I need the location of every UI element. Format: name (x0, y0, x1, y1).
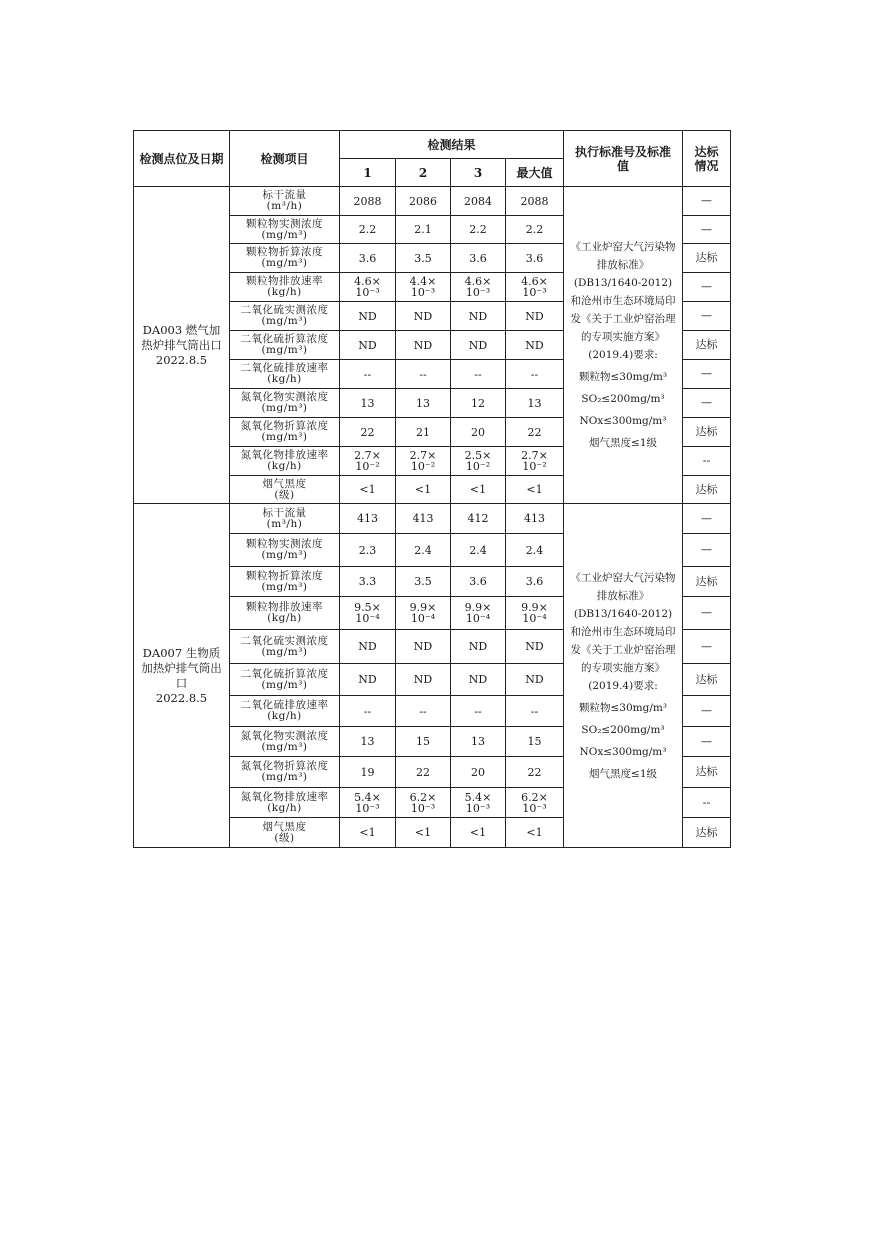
result-value-text: ND (468, 338, 488, 352)
test-item-unit: (kg/h) (267, 286, 302, 298)
result-value (451, 597, 506, 630)
result-value (451, 273, 506, 302)
test-item-name: 二氧化硫实测浓度 (240, 304, 329, 316)
result-value-text: 2.7× 10⁻² (354, 449, 381, 473)
result-value (396, 302, 451, 331)
result-value-text: 3.6 (469, 251, 487, 265)
compliance-status: — (683, 360, 731, 389)
result-value-text: 6.2× 10⁻³ (521, 790, 548, 815)
result-value-text: 2.2 (358, 223, 377, 236)
result-value-text: -- (530, 704, 539, 718)
result-value-text: 22 (527, 765, 542, 779)
compliance-status: 达标 (683, 818, 731, 848)
test-item-name: 二氧化硫排放速率 (240, 362, 329, 374)
result-value (396, 447, 451, 476)
result-value-text: 13 (360, 735, 375, 748)
result-max-value (506, 476, 564, 504)
result-value-text: 2.2 (469, 223, 487, 236)
result-value-text: 2.1 (414, 223, 432, 236)
result-value-text: 13 (360, 396, 375, 410)
result-max-value (506, 504, 564, 534)
test-item-unit: (m³/h) (266, 517, 303, 530)
result-value (396, 727, 451, 757)
result-value (340, 788, 396, 818)
compliance-status: — (683, 504, 731, 534)
result-value (396, 567, 451, 597)
result-value-text: ND (358, 673, 377, 686)
test-item-unit: (mg/m³) (261, 678, 308, 691)
result-value-text: -- (474, 704, 482, 718)
result-value-text: 2.5× 10⁻² (464, 449, 492, 473)
result-value (396, 534, 451, 567)
result-value-text: 2088 (520, 194, 549, 208)
test-item (230, 818, 340, 848)
test-item (230, 597, 340, 630)
result-value (396, 788, 451, 818)
result-max-value (506, 664, 564, 696)
result-value (340, 476, 396, 504)
result-value (396, 273, 451, 302)
test-item-unit: (kg/h) (267, 460, 302, 472)
test-item-unit: (mg/m³) (261, 740, 308, 753)
result-value-text: 2.4 (469, 543, 487, 557)
header-item: 检测项目 (230, 131, 340, 187)
result-max-value (506, 418, 564, 447)
result-value-text: ND (468, 640, 488, 653)
result-value-text: 13 (471, 735, 485, 748)
test-item (230, 696, 340, 727)
result-value-text: ND (525, 309, 544, 323)
result-value (451, 302, 506, 331)
standard-requirement (564, 187, 683, 504)
result-value (340, 302, 396, 331)
test-item-unit: (kg/h) (267, 801, 302, 814)
monitoring-location: DA003 燃气加热炉排气筒出口 2022.8.5 (134, 187, 230, 504)
result-value (451, 727, 506, 757)
result-value (396, 630, 451, 664)
result-value (451, 567, 506, 597)
result-value-text: ND (525, 640, 544, 653)
result-value-text: 3.6 (525, 251, 544, 265)
result-max-value (506, 389, 564, 418)
test-item-unit: (级) (274, 831, 295, 844)
compliance-status: — (683, 302, 731, 331)
test-item (230, 534, 340, 567)
result-value (396, 216, 451, 244)
result-value-text: 13 (416, 396, 430, 410)
result-max-value (506, 273, 564, 302)
result-value (340, 331, 396, 360)
result-value-text: <1 (469, 826, 487, 839)
test-item-name: 氮氧化物实测浓度 (240, 729, 329, 742)
result-value-text: 19 (360, 765, 375, 779)
result-max-value (506, 216, 564, 244)
result-max-value (506, 331, 564, 360)
standard-line: 颗粒物≤30mg/m³ (578, 701, 668, 714)
test-item-unit: (mg/m³) (261, 228, 308, 241)
result-value-text: 20 (471, 425, 485, 439)
result-value (396, 360, 451, 389)
result-value-text: ND (413, 673, 433, 686)
header-col-max: 最大值 (506, 159, 564, 187)
result-value-text: 3.6 (525, 575, 544, 588)
result-value-text: 4.6× 10⁻³ (354, 275, 381, 299)
header-col-1: 1 (340, 159, 396, 187)
result-value-text: -- (419, 367, 427, 381)
result-value-text: 3.5 (414, 575, 432, 588)
result-value-text: 12 (471, 396, 485, 410)
test-item-name: 颗粒物排放速率 (246, 601, 323, 613)
table-row (134, 187, 731, 216)
header-location: 检测点位及日期 (134, 131, 230, 187)
result-value (451, 244, 506, 273)
test-item-name: 颗粒物实测浓度 (246, 217, 323, 230)
compliance-status: — (683, 389, 731, 418)
result-value (451, 504, 506, 534)
result-value-text: 20 (471, 765, 485, 779)
emission-results-table (133, 130, 731, 848)
test-item (230, 727, 340, 757)
test-item (230, 389, 340, 418)
result-value (396, 757, 451, 788)
result-value (451, 664, 506, 696)
test-item-name: 颗粒物实测浓度 (246, 538, 323, 550)
result-value-text: <1 (359, 826, 376, 839)
result-max-value (506, 360, 564, 389)
result-value (451, 187, 506, 216)
result-value (340, 567, 396, 597)
test-item-name: 氮氧化物折算浓度 (240, 420, 329, 432)
compliance-status: — (683, 597, 731, 630)
result-value-text: 412 (467, 512, 489, 525)
result-value-text: 5.4× 10⁻³ (354, 790, 381, 815)
result-value-text: 2084 (464, 194, 492, 208)
test-item (230, 788, 340, 818)
compliance-status: — (683, 630, 731, 664)
result-value-text: 3.3 (358, 575, 377, 588)
result-value-text: ND (525, 338, 544, 352)
result-max-value (506, 447, 564, 476)
test-item (230, 273, 340, 302)
result-value (340, 273, 396, 302)
result-value (451, 447, 506, 476)
result-value-text: 15 (527, 735, 542, 748)
result-value (396, 664, 451, 696)
header-col-2: 2 (396, 159, 451, 187)
result-value (451, 788, 506, 818)
result-value (451, 534, 506, 567)
test-item-unit: (mg/m³) (261, 315, 308, 327)
result-value (451, 216, 506, 244)
result-value (451, 418, 506, 447)
result-value-text: 9.9× 10⁻⁴ (409, 601, 437, 625)
result-max-value (506, 567, 564, 597)
compliance-status: -- (683, 447, 731, 476)
test-item-unit: (kg/h) (267, 710, 302, 722)
header-results: 检测结果 (340, 131, 564, 159)
result-value-text: 2086 (409, 194, 437, 208)
test-item-unit: (kg/h) (267, 612, 302, 624)
test-item (230, 187, 340, 216)
result-value (340, 244, 396, 273)
result-value-text: 22 (416, 765, 430, 779)
test-item (230, 630, 340, 664)
compliance-status: 达标 (683, 244, 731, 273)
result-value-text: <1 (526, 826, 543, 839)
test-item (230, 418, 340, 447)
result-value-text: 21 (416, 425, 430, 439)
result-value-text: 2088 (353, 194, 382, 208)
result-value (451, 696, 506, 727)
test-item (230, 244, 340, 273)
monitoring-location: DA007 生物质加热炉排气筒出口 2022.8.5 (134, 504, 230, 848)
result-value (340, 504, 396, 534)
result-value-text: ND (358, 640, 377, 653)
result-value (451, 757, 506, 788)
result-value-text: 6.2× 10⁻³ (409, 790, 437, 815)
result-value-text: -- (474, 367, 482, 381)
result-value-text: 22 (360, 425, 375, 439)
compliance-status: — (683, 727, 731, 757)
result-value-text: 13 (527, 396, 542, 410)
standard-requirement (564, 504, 683, 848)
test-item (230, 504, 340, 534)
result-value (396, 597, 451, 630)
result-value-text: 413 (412, 512, 434, 525)
compliance-status: 达标 (683, 664, 731, 696)
test-item-name: 标干流量 (262, 189, 307, 201)
result-value-text: 9.9× 10⁻⁴ (521, 601, 548, 625)
result-value (396, 389, 451, 418)
result-max-value (506, 788, 564, 818)
result-value (340, 418, 396, 447)
result-value (396, 331, 451, 360)
result-value-text: ND (525, 673, 544, 686)
result-value (396, 187, 451, 216)
result-max-value (506, 818, 564, 848)
result-value (340, 630, 396, 664)
result-max-value (506, 630, 564, 664)
test-item-name: 氮氧化物折算浓度 (240, 760, 329, 772)
result-value-text: ND (468, 673, 488, 686)
result-value-text: 4.6× 10⁻³ (521, 275, 548, 299)
result-value (340, 360, 396, 389)
test-item-unit: (mg/m³) (261, 431, 308, 443)
result-value-text: 15 (416, 735, 430, 748)
result-value (451, 818, 506, 848)
result-value-text: ND (413, 640, 433, 653)
result-value-text: 22 (527, 425, 542, 439)
result-value-text: -- (363, 704, 372, 718)
test-item-unit: (mg/m³) (261, 771, 308, 783)
compliance-status: 达标 (683, 567, 731, 597)
standard-line: SO₂≤200mg/m³ (581, 723, 665, 736)
result-value-text: <1 (414, 483, 432, 496)
result-max-value (506, 244, 564, 273)
test-item-name: 烟气黑度 (262, 820, 307, 833)
test-item-unit: (m³/h) (266, 200, 303, 212)
result-value-text: ND (358, 338, 377, 352)
standard-line: 颗粒物≤30mg/m³ (578, 371, 668, 383)
test-item (230, 302, 340, 331)
result-max-value (506, 597, 564, 630)
result-value (340, 757, 396, 788)
result-value-text: ND (413, 309, 433, 323)
result-max-value (506, 757, 564, 788)
test-item (230, 360, 340, 389)
result-value-text: 3.6 (358, 251, 377, 265)
compliance-status: — (683, 273, 731, 302)
test-item-name: 颗粒物排放速率 (246, 275, 323, 287)
standard-line: SO₂≤200mg/m³ (581, 393, 665, 405)
result-value-text: 3.5 (414, 251, 432, 265)
test-item-name: 氮氧化物排放速率 (240, 449, 329, 461)
standard-line: 烟气黑度≤1级 (589, 437, 657, 449)
test-item-name: 氮氧化物排放速率 (240, 790, 329, 803)
result-value (396, 244, 451, 273)
test-item (230, 447, 340, 476)
compliance-status: — (683, 696, 731, 727)
standard-line: 《工业炉窑大气污染物排放标准》(DB13/1640-2012)和沧州市生态环境局印发《关于工业炉窑治理的专项实施方案》(2019.4)要求: (570, 241, 676, 361)
result-value-text: 9.9× 10⁻⁴ (464, 601, 492, 625)
test-item (230, 331, 340, 360)
result-value-text: 2.3 (358, 543, 377, 557)
result-value-text: ND (413, 338, 433, 352)
result-value-text: <1 (359, 483, 376, 496)
result-value-text: -- (530, 367, 539, 381)
compliance-status: 达标 (683, 331, 731, 360)
header-standard: 执行标准号及标准值 (564, 131, 683, 187)
result-value (340, 187, 396, 216)
result-value (340, 696, 396, 727)
result-value-text: 2.4 (414, 543, 432, 557)
test-item-unit: (mg/m³) (261, 645, 308, 658)
result-value-text: 413 (524, 512, 545, 525)
result-value (396, 818, 451, 848)
result-value (340, 534, 396, 567)
result-value-text: 4.6× 10⁻³ (464, 275, 492, 299)
test-item-name: 颗粒物折算浓度 (246, 246, 323, 258)
result-max-value (506, 534, 564, 567)
result-value-text: 4.4× 10⁻³ (409, 275, 437, 299)
test-item-unit: (mg/m³) (261, 344, 308, 356)
result-value-text: <1 (414, 826, 432, 839)
test-item-unit: (级) (274, 488, 295, 501)
result-value-text: 2.7× 10⁻² (409, 449, 437, 473)
compliance-status: 达标 (683, 757, 731, 788)
result-value (340, 216, 396, 244)
result-value-text: 2.4 (525, 543, 544, 557)
compliance-status: -- (683, 788, 731, 818)
result-value (396, 418, 451, 447)
result-value (340, 389, 396, 418)
result-value-text: -- (363, 367, 372, 381)
test-item-name: 二氧化硫排放速率 (240, 699, 329, 711)
test-item-unit: (kg/h) (267, 373, 302, 385)
test-item (230, 216, 340, 244)
result-max-value (506, 187, 564, 216)
test-item-name: 氮氧化物实测浓度 (240, 391, 329, 403)
compliance-status: — (683, 534, 731, 567)
compliance-status: 达标 (683, 476, 731, 504)
table-row (134, 504, 731, 534)
result-value (340, 597, 396, 630)
standard-line: 《工业炉窑大气污染物排放标准》(DB13/1640-2012)和沧州市生态环境局印发《关于工业炉窑治理的专项实施方案》(2019.4)要求: (570, 571, 676, 692)
result-max-value (506, 302, 564, 331)
test-item-unit: (mg/m³) (261, 257, 308, 269)
result-value-text: 5.4× 10⁻³ (464, 790, 492, 815)
test-item-name: 二氧化硫折算浓度 (240, 667, 329, 680)
test-item-unit: (mg/m³) (261, 402, 308, 414)
result-value-text: ND (468, 309, 488, 323)
result-value (451, 476, 506, 504)
result-value (340, 727, 396, 757)
test-item-name: 二氧化硫实测浓度 (240, 634, 329, 647)
result-value (396, 504, 451, 534)
test-item-unit: (mg/m³) (261, 549, 308, 561)
result-value-text: -- (419, 704, 427, 718)
standard-line: NOx≤300mg/m³ (579, 745, 667, 758)
header-col-3: 3 (451, 159, 506, 187)
result-value (396, 476, 451, 504)
test-item-name: 二氧化硫折算浓度 (240, 333, 329, 345)
result-value (451, 630, 506, 664)
compliance-status: — (683, 216, 731, 244)
result-value (451, 389, 506, 418)
compliance-status: 达标 (683, 418, 731, 447)
result-value (451, 331, 506, 360)
result-value-text: 2.2 (525, 223, 544, 236)
standard-line: NOx≤300mg/m³ (579, 415, 667, 427)
result-value (340, 818, 396, 848)
test-item-unit: (mg/m³) (261, 580, 308, 593)
result-value-text: <1 (526, 483, 543, 496)
result-value-text: 3.6 (469, 575, 487, 588)
result-value (340, 447, 396, 476)
test-item (230, 664, 340, 696)
result-value-text: ND (358, 309, 377, 323)
result-max-value (506, 727, 564, 757)
result-value-text: 2.7× 10⁻² (521, 449, 548, 473)
test-item (230, 567, 340, 597)
test-item (230, 476, 340, 504)
test-item-name: 颗粒物折算浓度 (246, 569, 323, 582)
test-item-name: 标干流量 (262, 506, 307, 519)
test-item-name: 烟气黑度 (262, 477, 307, 490)
result-value-text: <1 (469, 483, 487, 496)
result-max-value (506, 696, 564, 727)
result-value (451, 360, 506, 389)
result-value-text: 9.5× 10⁻⁴ (354, 601, 381, 625)
compliance-status: — (683, 187, 731, 216)
result-value-text: 413 (357, 512, 378, 525)
result-value (396, 696, 451, 727)
standard-line: 烟气黑度≤1级 (589, 767, 657, 780)
result-value (340, 664, 396, 696)
test-item (230, 757, 340, 788)
header-compliance: 达标情况 (683, 131, 731, 187)
